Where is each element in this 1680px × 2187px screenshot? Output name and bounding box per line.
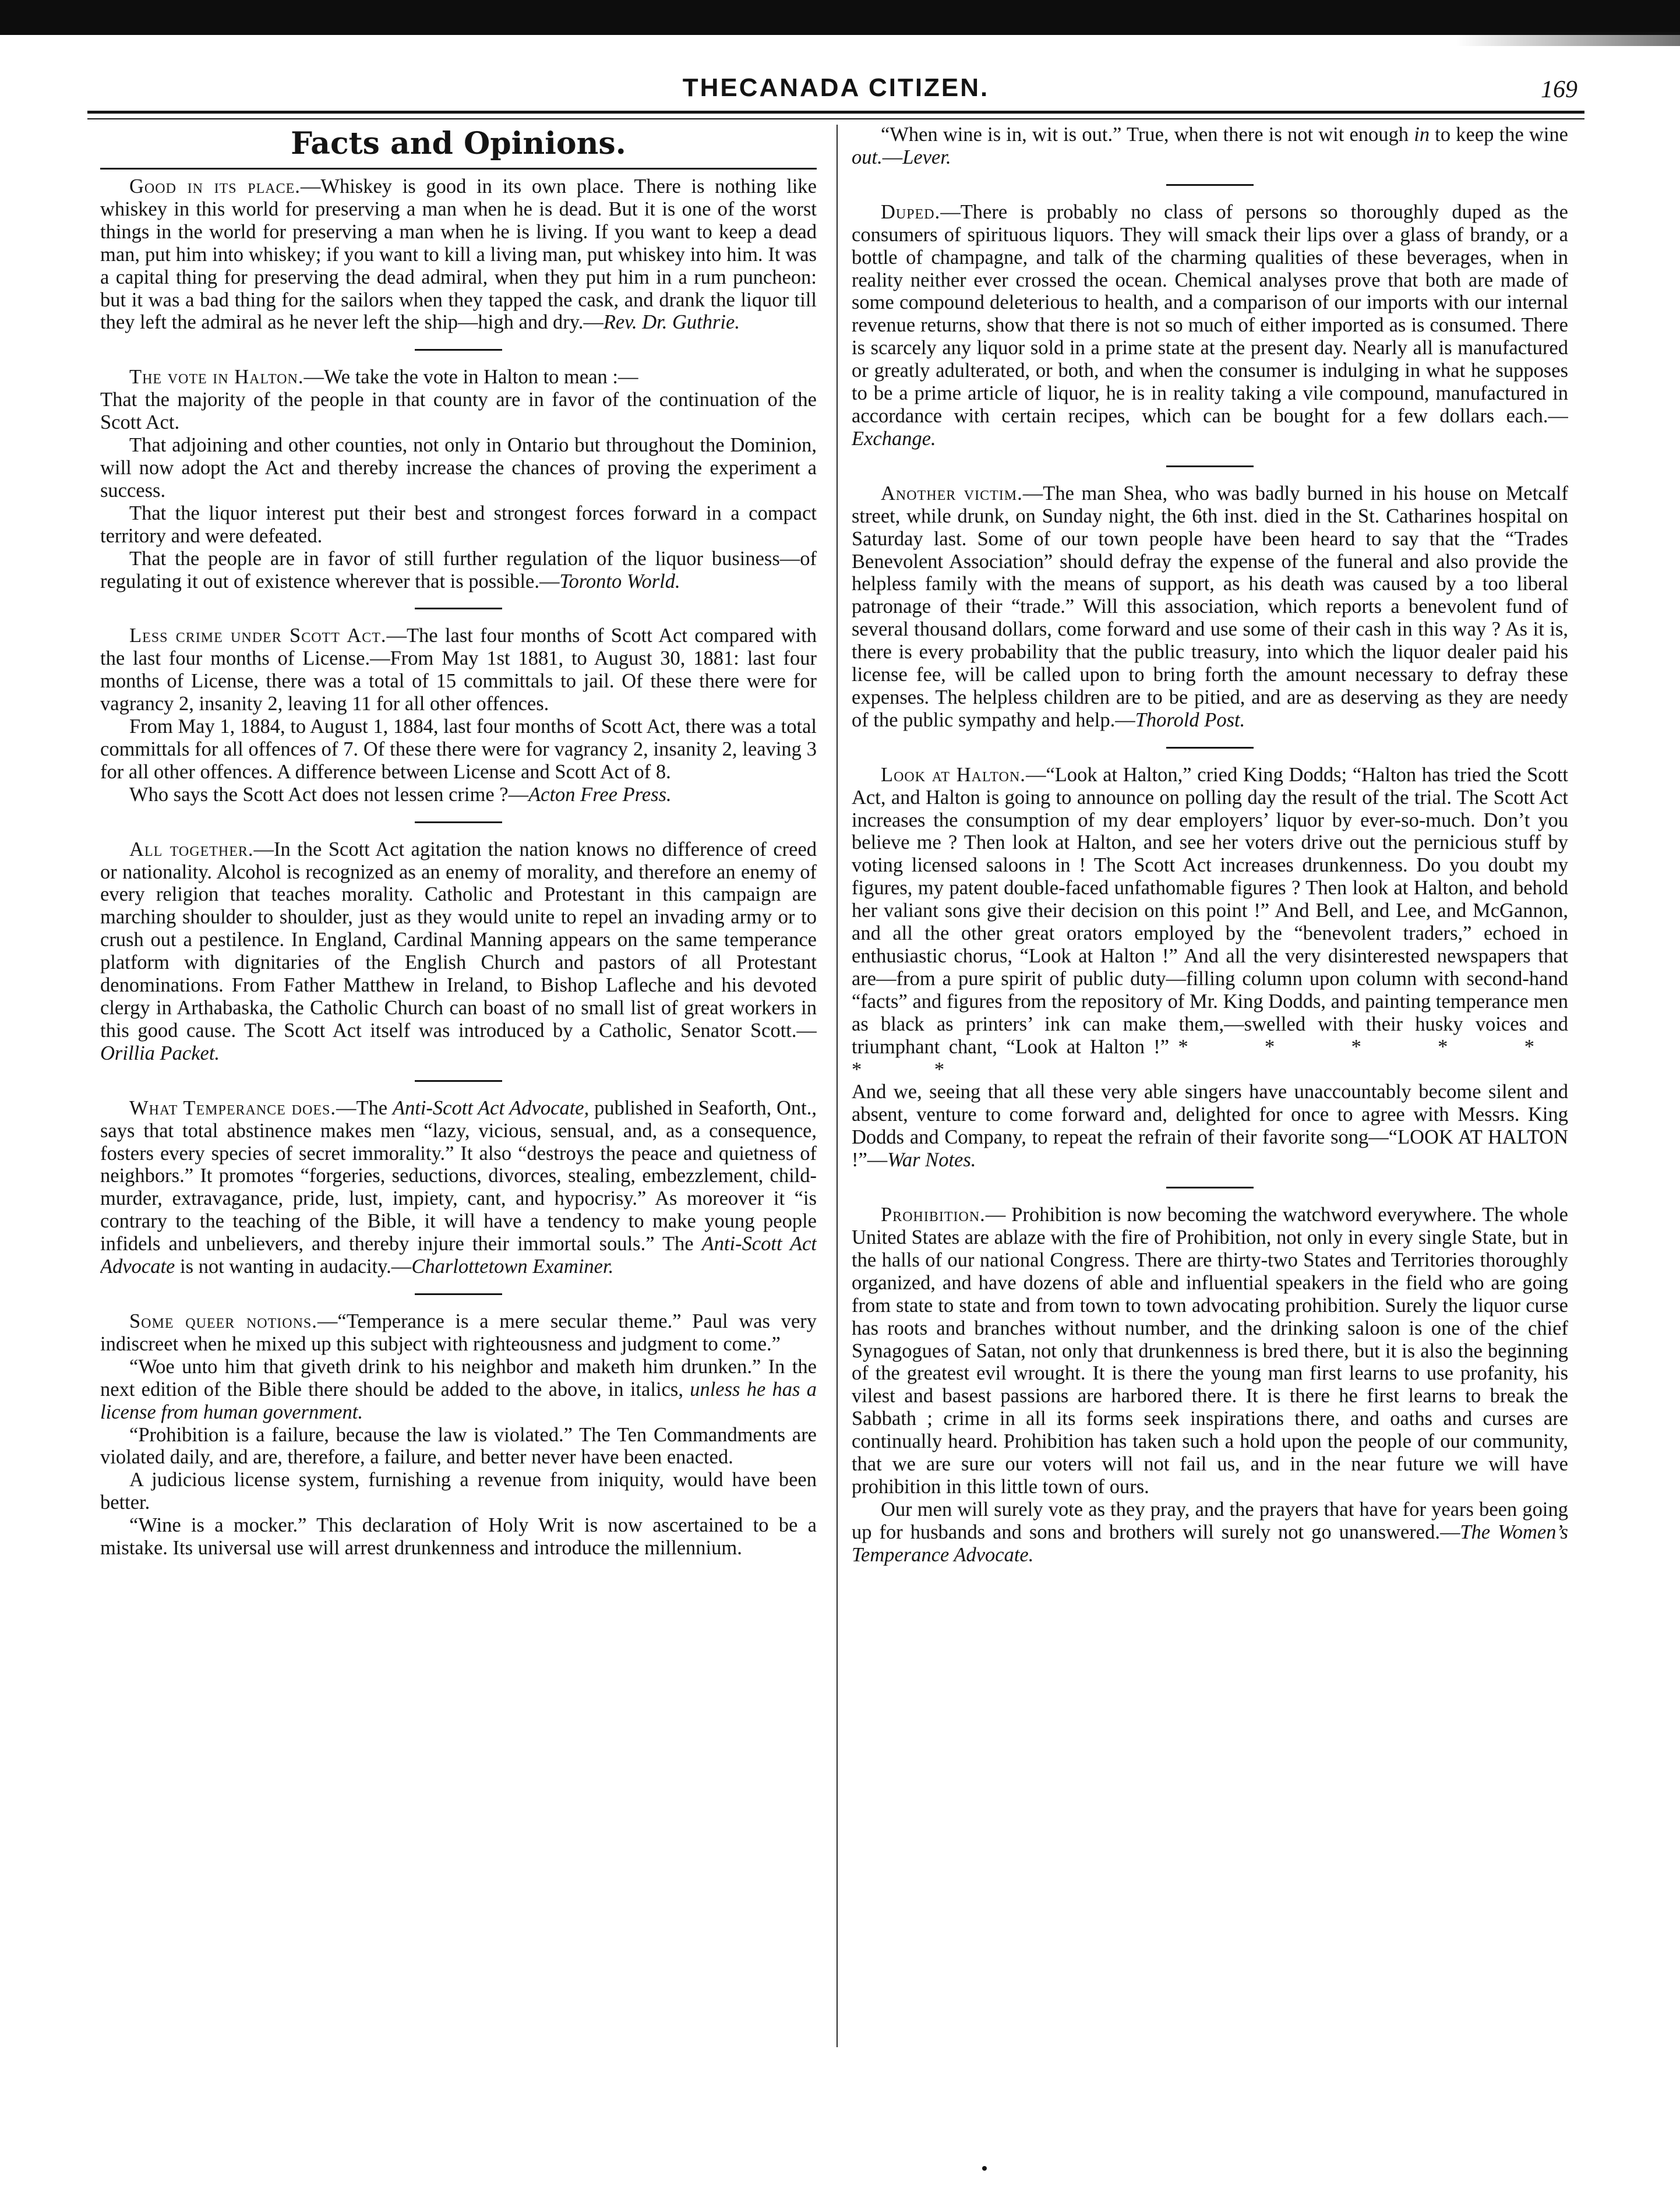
article-separator <box>415 608 502 609</box>
page-header <box>87 73 1584 108</box>
article-text: published in Seaforth, Ont., says that total abstinence makes men “lazy, vicious, sensual, and, as a consequence, fosters every species of secret immorality.” It also “destroys the peace and quietness of neighbors.” It promotes “forgeries, seductions, divorces, stealing, embezzlement, child-murder, extravagance, pride, lust, impiety, cant, and hypocrisy.” As moreover it “is contrary to the teaching of the Bible, it will have a tendency to make young people infidels and unbelievers, and thereby injure their immortal souls.” The <box>100 1096 817 1255</box>
article-text: “Woe unto him that giveth drink to his neighbor and maketh him drunken.” In the next edition of the Bible there should be added to the above, in italics, <box>100 1355 817 1401</box>
article-all-together <box>100 838 817 1065</box>
header-rule-thick <box>87 111 1584 114</box>
article-vote-in-halton <box>100 366 817 592</box>
article-head: Good in its place. <box>129 175 301 197</box>
article-text: —“Look at Halton,” cried King Dodds; “Halton has tried the Scott Act, and Halton is going to announce on polling day the result of the trial. The Scott Act increases the consumption of my dear employers’ liquor by ever-so-much. Don’t you believe me ? Then look at Halton, and see her voters drive out the pernicious stuff by voting licensed saloons in ! The Scott Act increases drunkenness. Do you doubt my figures, my patent double-faced unfathomable figures ? Then look at Halton, and behold her valiant sons give their decision on this point !” And Bell, and Lee, and McGannon, and all the other great orators employed by the “benevolent traders,” echoed in enthusiastic chorus, “Look at Halton !” And all the very disinterested newspapers that are—from a pure spirit of public duty—filling column upon column with second-hand “facts” and figures from the repository of Mr. King Dodds, and painting temperance men as black as printers’ ink can make them,—swelled with their husky voices and triumphant chant, “Look at Halton !” <box>852 763 1568 1058</box>
article-text: “When wine is in, wit is out.” True, when there is not wit enough <box>881 124 1414 146</box>
article-text: And we, seeing that all these very able singers have unaccountably become silent and absent, venture to come forward and, delighted for once to agree with Messrs. King Dodds and Company, to repeat the refrain of their favorite song—“LOOK AT HALTON !”— <box>852 1081 1568 1172</box>
column-divider <box>837 125 838 2047</box>
article-separator <box>415 349 502 351</box>
article-head: Another victim. <box>881 482 1023 505</box>
article-source: War Notes. <box>887 1149 976 1172</box>
article-prohibition <box>852 1204 1568 1567</box>
right-column <box>852 124 1568 2128</box>
article-separator <box>1166 184 1254 186</box>
article-source: Charlottetown Examiner. <box>411 1255 614 1278</box>
article-source: Lever. <box>902 146 951 168</box>
article-source: Rev. Dr. Guthrie. <box>603 311 740 334</box>
article-duped <box>852 201 1568 450</box>
page-number: 169 <box>1541 76 1577 103</box>
article-head: Look at Halton. <box>881 763 1026 786</box>
masthead-title: THECANADA CITIZEN. <box>682 73 990 102</box>
article-good-in-its-place <box>100 175 817 334</box>
article-text: is not wanting in audacity.— <box>175 1255 412 1278</box>
article-text: Who says the Scott Act does not lessen crime ?— <box>129 783 529 806</box>
article-text: —We take the vote in Halton to mean :— <box>303 366 638 389</box>
left-column <box>100 124 817 2128</box>
article-emphasis: Anti-Scott Act Advocate, <box>392 1096 590 1119</box>
article-source: Orillia Packet. <box>100 1042 220 1064</box>
article-less-crime <box>100 625 817 806</box>
article-text: — <box>882 146 903 168</box>
article-text: to keep the wine <box>1430 124 1568 146</box>
article-source: The Women’s Temperance Advocate. <box>852 1521 1568 1566</box>
header-rule-thin <box>87 118 1584 119</box>
article-head: The vote in Halton. <box>129 366 304 389</box>
article-separator <box>1166 747 1254 749</box>
article-paragraph: That the liquor interest put their best and strongest forces forward in a compact territory and were defeated. <box>100 502 817 547</box>
article-source: Toronto World. <box>559 570 680 592</box>
article-head: All together. <box>129 838 254 860</box>
article-text: Our men will surely vote as they pray, and the prayers that have for years been going up for husbands and sons and brothers will surely not go unanswered.— <box>852 1498 1568 1543</box>
article-text: That the people are in favor of still further regulation of the liquor business—of regulating it out of existence wherever that is possible.— <box>100 547 817 592</box>
bottom-dot-mark <box>982 2166 987 2171</box>
article-emphasis: Anti-Scott Act Advocate <box>100 1233 817 1278</box>
article-head: Less crime under Scott Act. <box>129 625 387 647</box>
article-paragraph: From May 1, 1884, to August 1, 1884, last four months of Scott Act, there was a total committals for all offences of 7. Of these there were for vagrancy 2, insanity 2, leaving 3 for all other offences. A difference between License and Scott Act of 8. <box>100 715 817 783</box>
article-paragraph: “Wine is a mocker.” This declaration of Holy Writ is now ascertained to be a mistake. Its universal use will arrest drunkenness and introduce the millennium. <box>100 1514 817 1560</box>
article-source: Acton Free Press. <box>528 783 672 806</box>
article-separator <box>415 1080 502 1082</box>
article-text: — Prohibition is now becoming the watchword everywhere. The whole United States are ablaze with the fire of Prohibition, not only in every single State, but in the halls of our national Congress. There are thirty-two States and Territories thoroughly organized, and have dozens of able and influential speakers in the field who are going from state to state and from town to town advocating prohibition. Surely the liquor curse has roots and branches without number, and the drinking saloon is one of the chief Synagogues of Satan, not only that drunkenness is bred there, but it is also the beginning of the greatest evil wrought. It is there the young man first learns to use profanity, his vilest and basest passions are harbored there. It is there he first learns to break the Sabbath ; crime in all its forms seek inspirations there, and oaths and curses are continually heard. Prohibition has taken such a hold upon the people of our community, that we are sure our voters will not fail us, and in the near future we will have prohibition in this little town of ours. <box>852 1204 1568 1498</box>
article-head: What Temperance does. <box>129 1096 336 1119</box>
article-look-at-halton <box>852 764 1568 1172</box>
article-separator <box>1166 465 1254 467</box>
article-separator <box>1166 1187 1254 1188</box>
article-head: Duped. <box>881 200 941 223</box>
article-separator <box>415 1293 502 1295</box>
article-text: —The <box>336 1096 393 1119</box>
article-text: —Whiskey is good in its own place. There is nothing like whiskey in this world for preserving a man when he is dead. But it is one of the worst things in the world for preserving a man when he is living. If you want to keep a dead man, put him into whiskey; if you want to kill a living man, put whiskey into him. It was a capital thing for preserving the dead admiral, when they put him in a rum puncheon: but it was a bad thing for the sailors when they tapped the cask, and drank the liquor till they left the admiral as he never left the ship—high and dry.— <box>100 175 817 334</box>
article-text: —In the Scott Act agitation the nation knows no difference of creed or nationality. Alcohol is recognized as an enemy of morality, and therefore an enemy of every religion that teaches morality. Catholic and Protestant in this campaign are marching shoulder to shoulder, just as they would unite to repel an invading army or to crush out a pestilence. In England, Cardinal Manning appears on the same temperance platform with dignitaries of the English Church and pastors of all Protestant denominations. From Father Matthew in Ireland, to Bishop Lafleche and his devoted clergy in Arthabaska, the Catholic Church can boast of no small list of great workers in this good cause. The Scott Act itself was introduced by a Catholic, Senator Scott.— <box>100 838 817 1042</box>
article-emphasis: out. <box>852 146 883 168</box>
article-paragraph: That the majority of the people in that county are in favor of the continuation of the Scott Act. <box>100 389 817 434</box>
article-source: Exchange. <box>852 427 936 450</box>
article-paragraph: A judicious license system, furnishing a revenue from iniquity, would have been better. <box>100 1469 817 1514</box>
asterisk-row: * * * * * * * <box>852 1035 1568 1081</box>
article-text: —The man Shea, who was badly burned in his house on Metcalf street, while drunk, on Sunday night, the 6th inst. died in the St. Catharines hospital on Saturday last. Some of our town people have been heard to say that the “Trades Benevolent Association” should defray the expense of the funeral and also provide the helpless family with the means of support, as his death was caused by a too liberal patronage of their “trade.” Will this association, which reports a benevolent fund of several thousand dollars, come forward and use some of their cash in this way ? As it is, there is every probability that the public treasury, into which the liquor dealer paid his license fee, will be called upon to bring forth the amount necessary to defray these expenses. The helpless children are to be pitied, and are as deserving as they are needy of the public sympathy and help.— <box>852 482 1568 731</box>
article-separator <box>415 821 502 823</box>
article-another-victim <box>852 482 1568 732</box>
article-emphasis: in <box>1414 124 1430 146</box>
article-text: —There is probably no class of persons so thoroughly duped as the consumers of spirituous liquors. They will smack their lips over a glass of brandy, or a bottle of champagne, and talk of the charming qualities of these beverages, when in reality neither ever crossed the ocean. Chemical analyses prove that both are made of some compound deleterious to health, and a comparison of our imports with our internal revenue returns, show that there is not so much of either imported as is consumed. There is scarcely any liquor sold in a prime state at the present day. Nearly all is manufactured or greatly adulterated, or both, and when the consumer is indulging in what he supposes to be a prime article of liquor, he is in reality taking a vile compound, manufactured in accordance with certain recipes, which can be bought for a few dollars each.— <box>852 200 1568 427</box>
article-emphasis: unless he has a license from human government. <box>100 1378 817 1423</box>
article-text: —“Temperance is a mere secular theme.” Paul was very indiscreet when he mixed up this subject with righteousness and judgment to come.” <box>100 1310 817 1355</box>
article-text: —The last four months of Scott Act compared with the last four months of License.—From May 1st 1881, to August 30, 1881: last four months of License, there was a total of 15 committals to jail. Of these there were for vagrancy 2, insanity 2, leaving 11 for all other offences. <box>100 625 817 715</box>
section-title: Facts and Opinions. <box>291 126 626 161</box>
article-head: Some queer notions. <box>129 1310 317 1332</box>
article-head: Prohibition. <box>881 1204 986 1226</box>
article-paragraph: That adjoining and other counties, not only in Ontario but throughout the Dominion, will now adopt the Act and thereby increase the chances of proving the experiment a success. <box>100 434 817 502</box>
top-band-edge <box>1456 32 1680 46</box>
section-title-rule <box>100 168 817 170</box>
article-paragraph: “Prohibition is a failure, because the law is violated.” The Ten Commandments are violated daily, and are, therefore, a failure, and better never have been enacted. <box>100 1423 817 1469</box>
article-some-queer-notions <box>100 1310 817 1560</box>
top-black-band <box>0 0 1680 35</box>
article-what-temperance-does <box>100 1097 817 1278</box>
article-source: Thorold Post. <box>1135 708 1245 731</box>
article-wine-is-in <box>852 124 1568 169</box>
